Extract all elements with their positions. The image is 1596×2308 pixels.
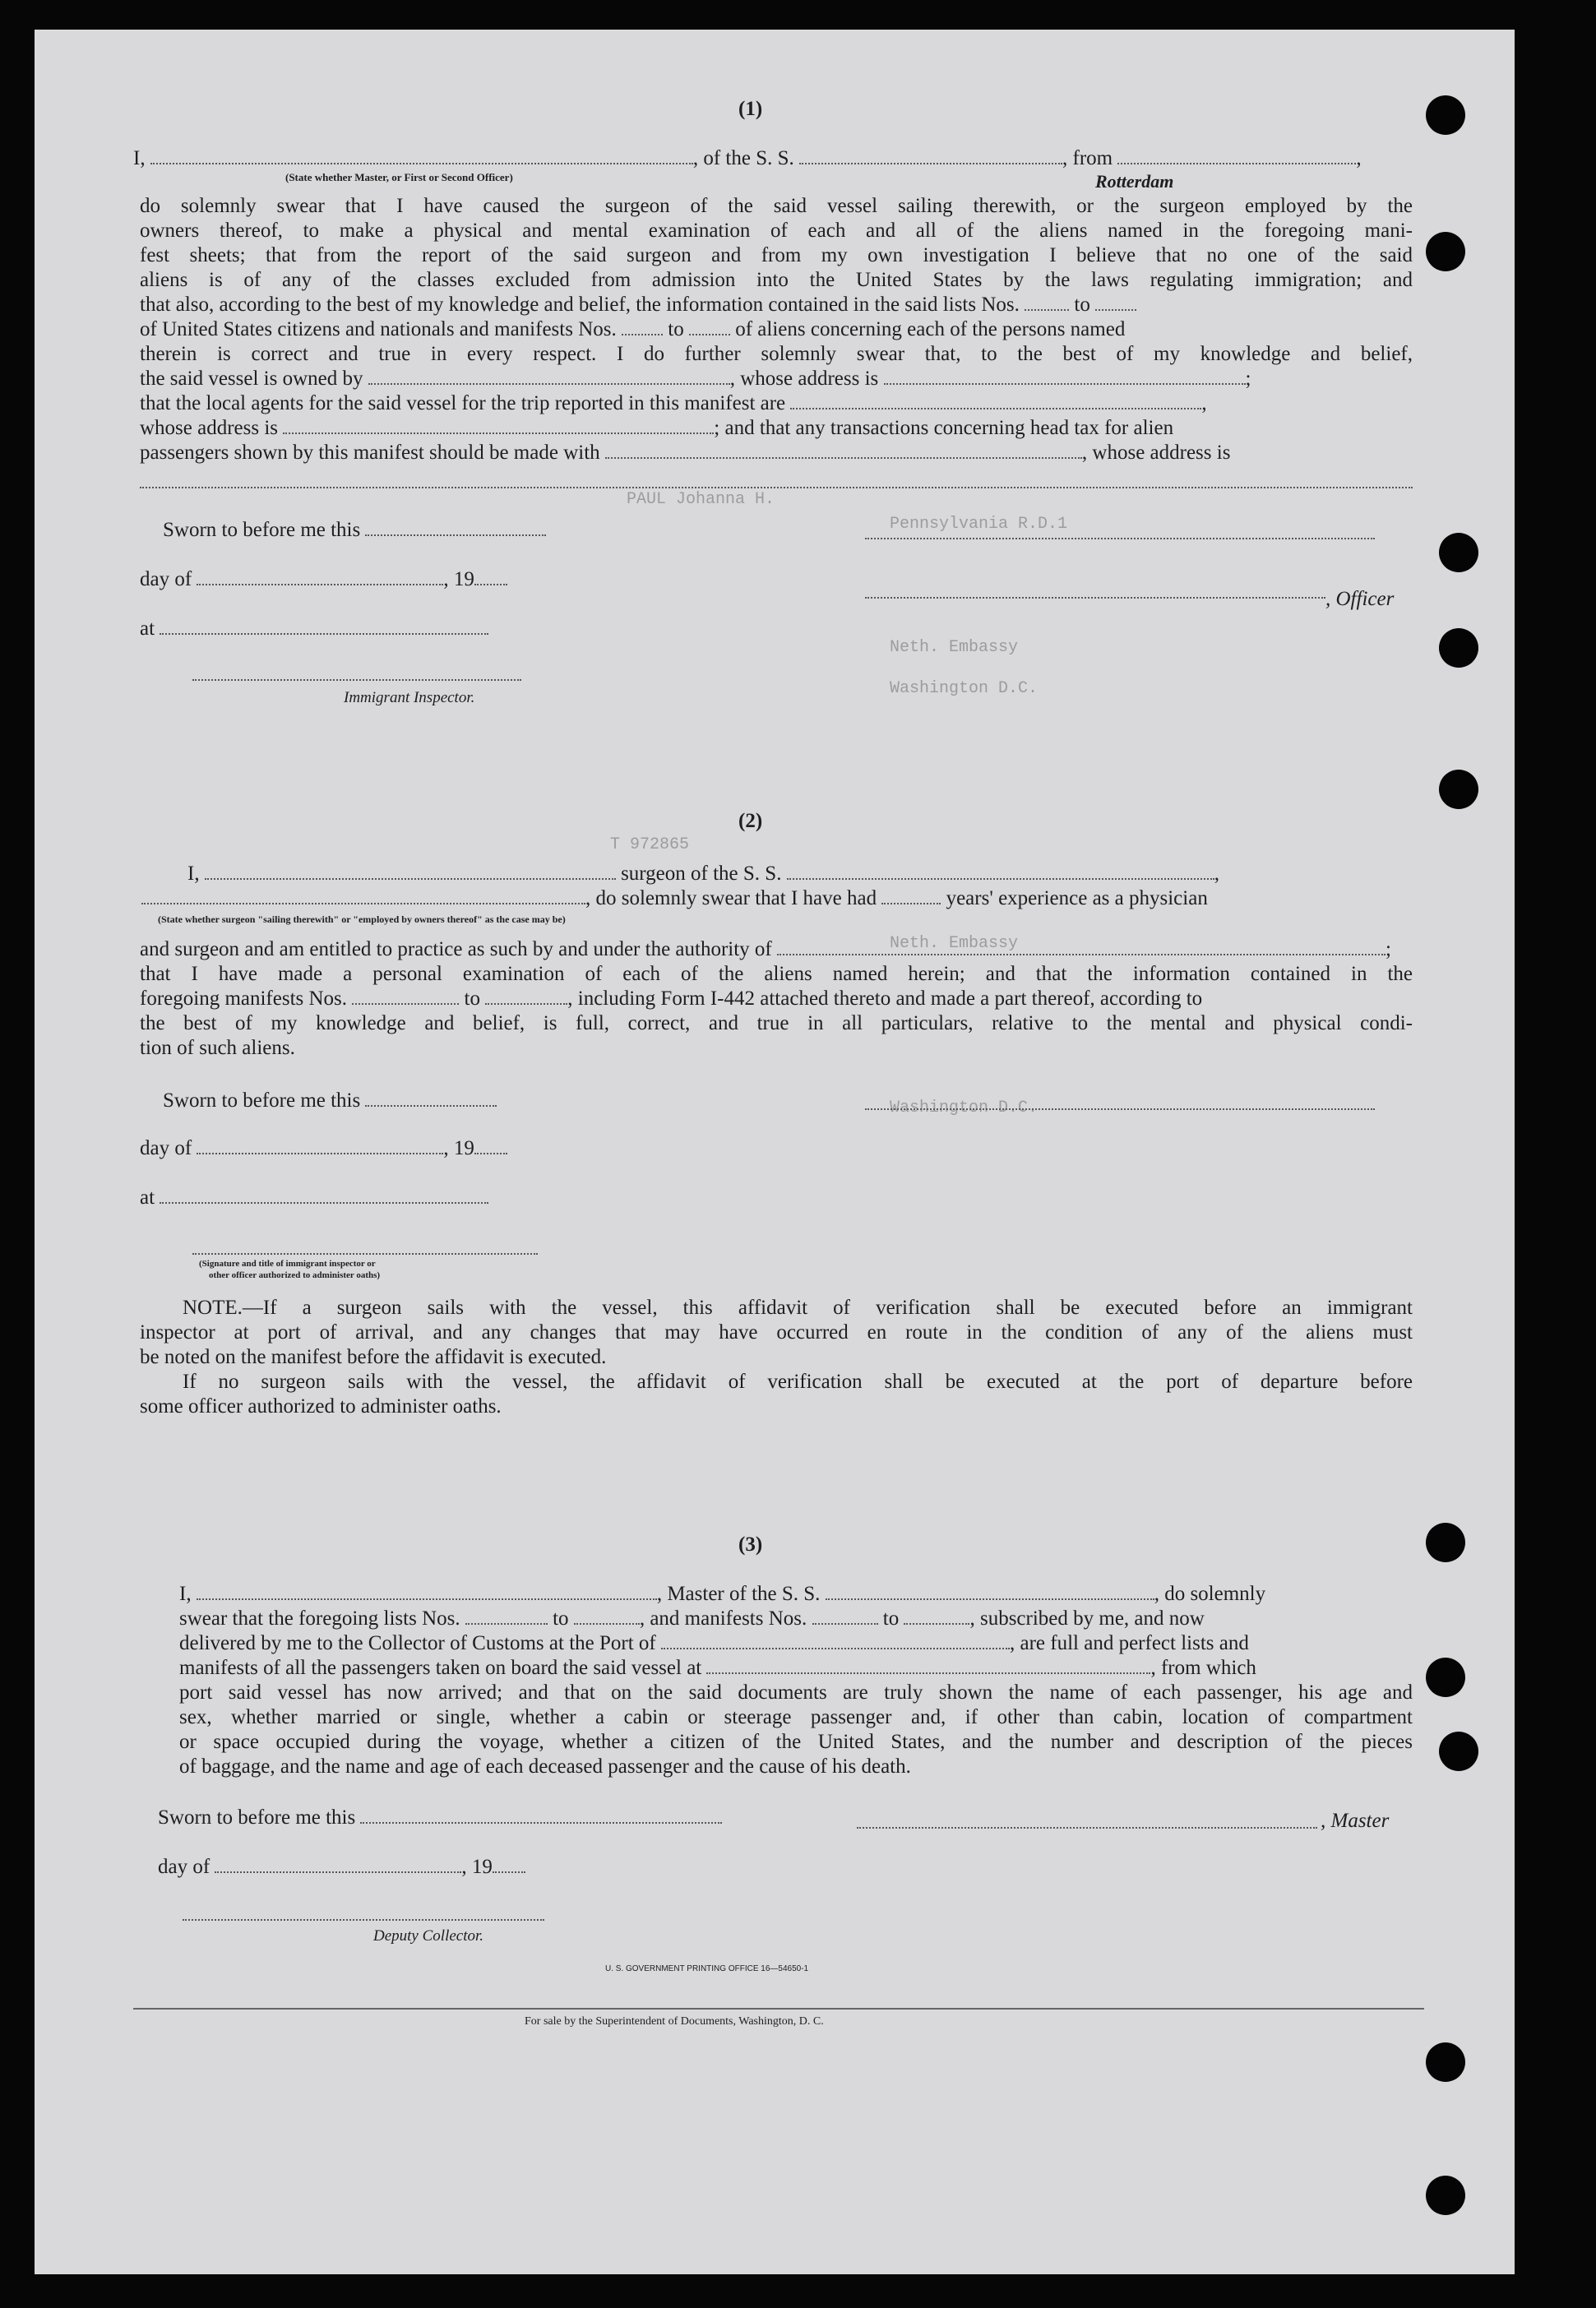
text: passengers shown by this manifest should be made with [140, 442, 600, 464]
text: , including Form I-442 attached thereto and made a part thereof, according to [567, 987, 1203, 1010]
text: of aliens concerning each of the persons named [735, 318, 1126, 340]
punch-hole [1426, 95, 1465, 135]
text: , from which [1150, 1657, 1256, 1679]
surgeon-line [140, 987, 1202, 1011]
note-line: If no surgeon sails with the vessel, the affidavit of verification shall be executed at the port of departure before [183, 1371, 1413, 1393]
master-line: or space occupied during the voyage, whether a citizen of the United States, and the number and description of the pieces [179, 1731, 1413, 1753]
signature-caption: (Signature and title of immigrant inspector or [199, 1259, 376, 1269]
footer-rule [133, 2008, 1424, 2010]
oath-body-line: aliens is of any of the classes excluded from admission into the United States by the laws regulating immigration; and [140, 269, 1413, 291]
section-number: (2) [738, 810, 763, 832]
punch-hole [1426, 1658, 1465, 1697]
punch-hole [1426, 2176, 1465, 2215]
note-line: NOTE.—If a surgeon sails with the vessel, this affidavit of verification shall be executed before an immigrant [183, 1297, 1413, 1319]
text: to [882, 1607, 900, 1630]
text: , and manifests Nos. [639, 1607, 807, 1630]
oath-intro-line: I, , of the S. S. , from , [133, 147, 1362, 169]
officer-label: , Officer [1325, 588, 1395, 610]
oath-body-line [140, 416, 1173, 441]
text: to [1074, 294, 1090, 316]
text: , Master of the S. S. [656, 1583, 821, 1605]
text: foregoing manifests Nos. [140, 987, 348, 1010]
master-line [179, 1582, 1265, 1607]
master-line [179, 1656, 1256, 1681]
day-of-line: day of , 19 [140, 567, 507, 592]
handwritten-port: Rotterdam [1095, 171, 1174, 192]
text: Sworn to before me this [158, 1806, 356, 1829]
field-caption: (State whether surgeon "sailing therewith" or "employed by owners thereof" as the case may be) [158, 913, 566, 925]
text: , do solemnly [1154, 1583, 1266, 1605]
oath-body-line [140, 441, 1230, 465]
text: I, [187, 863, 200, 885]
text: manifests of all the passengers taken on board the said vessel at [179, 1657, 702, 1679]
section-number: (3) [738, 1533, 763, 1556]
text: the said vessel is owned by [140, 368, 363, 390]
day-of-line [140, 1136, 507, 1161]
text-i: I, [133, 147, 146, 169]
master-line [179, 1607, 1205, 1631]
punch-hole [1426, 2042, 1465, 2082]
text: to [464, 987, 480, 1010]
text: swear that the foregoing lists Nos. [179, 1607, 460, 1630]
at-line [140, 1186, 488, 1210]
text: that also, according to the best of my knowledge and belief, the information contained in the said lists Nos. [140, 294, 1020, 316]
signature-line [183, 1919, 544, 1921]
text: years' experience as a physician [946, 887, 1208, 909]
printing-office-imprint: U. S. GOVERNMENT PRINTING OFFICE 16—54650-1 [605, 1964, 809, 1973]
master-label: , Master [1321, 1810, 1390, 1832]
text: ; [1245, 368, 1251, 390]
text: to [553, 1607, 569, 1630]
text: I, [179, 1583, 192, 1605]
blank-line [865, 538, 1375, 539]
blank-line [140, 487, 1413, 488]
text: whose address is [140, 417, 279, 439]
surgeon-line: and surgeon and am entitled to practice as such by and under the authority of ; [140, 938, 1391, 960]
master-line: port said vessel has now arrived; and that on the said documents are truly shown the name of each passenger, his age and [179, 1681, 1413, 1704]
text: , whose address is [729, 368, 879, 390]
text: , 19 [461, 1856, 493, 1878]
at-line [140, 617, 488, 641]
oath-body-line: that the local agents for the said vessel for the trip reported in this manifest are , [140, 392, 1207, 414]
oath-body-line [140, 367, 1251, 391]
oath-body-line: owners thereof, to make a physical and mental examination of each and all of the aliens named in the foregoing mani- [140, 220, 1413, 242]
punch-hole [1426, 232, 1465, 271]
punch-hole [1439, 770, 1478, 809]
text: at [140, 617, 155, 640]
oath-body-line [140, 293, 1136, 317]
text: day of [140, 568, 192, 590]
text: and surgeon and am entitled to practice as such by and under the authority of [140, 938, 772, 960]
surgeon-line: that I have made a personal examination of each of the aliens named herein; and that the information contained in the [140, 963, 1413, 985]
text: Sworn to before me this [163, 1089, 361, 1112]
field-caption: (State whether Master, or First or Second Officer) [285, 171, 513, 183]
master-line: sex, whether married or single, whether a cabin or steerage passenger and, if other than cabin, location of compartment [179, 1706, 1413, 1728]
sworn-line [163, 1089, 497, 1113]
text: Sworn to before me this [163, 519, 361, 541]
immigrant-inspector-label: Immigrant Inspector. [344, 689, 475, 706]
text: ; and that any transactions concerning head tax for alien [714, 417, 1174, 439]
sworn-line [158, 1806, 722, 1830]
punch-hole [1439, 628, 1478, 668]
oath-body-line [140, 317, 1125, 342]
oath-body-line: fest sheets; that from the report of the said surgeon and from my own investigation I believe that no one of the said [140, 244, 1413, 266]
deputy-collector-label: Deputy Collector. [373, 1927, 484, 1945]
note-line: inspector at port of arrival, and any changes that may have occurred en route in the condition of any of the aliens must [140, 1321, 1413, 1344]
signature-line [857, 1827, 1317, 1829]
text: to [668, 318, 684, 340]
day-of-line [158, 1855, 525, 1880]
text-from: , from [1062, 147, 1113, 169]
text: , subscribed by me, and now [969, 1607, 1205, 1630]
text: surgeon of the S. S. [621, 863, 782, 885]
sworn-line [163, 518, 546, 543]
signature-line [865, 1108, 1375, 1110]
signature-line [192, 679, 521, 681]
signature-line [192, 1253, 538, 1255]
text: day of [140, 1137, 192, 1159]
punch-hole [1439, 533, 1478, 572]
text: day of [158, 1856, 210, 1878]
oath-body-line: do solemnly swear that I have caused the surgeon of the said vessel sailing therewith, or the surgeon employed by the [140, 195, 1413, 217]
punch-hole [1426, 1523, 1465, 1562]
text: that the local agents for the said vessel for the trip reported in this manifest are [140, 392, 786, 414]
punch-hole [1439, 1732, 1478, 1771]
text: , whose address is [1081, 442, 1231, 464]
text: at [140, 1186, 155, 1209]
signature-line [865, 597, 1325, 599]
for-sale-note: For sale by the Superintendent of Documents, Washington, D. C. [525, 2015, 824, 2028]
text: delivered by me to the Collector of Customs at the Port of [179, 1632, 656, 1654]
text: , do solemnly swear that I have had [585, 887, 877, 909]
oath-body-line: therein is correct and true in every respect. I do further solemnly swear that, to the best of my knowledge and belief, [140, 343, 1413, 365]
text: of United States citizens and nationals and manifests Nos. [140, 318, 617, 340]
surgeon-line: tion of such aliens. [140, 1037, 295, 1059]
section-number: (1) [738, 98, 763, 120]
master-line: of baggage, and the name and age of each deceased passenger and the cause of his death. [179, 1755, 911, 1778]
text: , 19 [443, 1137, 474, 1159]
note-line: some officer authorized to administer oaths. [140, 1395, 502, 1418]
text: 19 [453, 568, 474, 590]
text-of-ss: , of the S. S. [692, 147, 794, 169]
note-line: be noted on the manifest before the affidavit is executed. [140, 1346, 607, 1368]
affidavit-form-page: PAUL Johanna H. Pennsylvania R.D.1 Neth. Embassy Washington D.C. T 972865 Neth. Embassy Washington D.C. (1) I, , of the S. S. , from , (State whether Master, or First or Second Officer) Rotterdam do solemnly swear that I have caused the surgeon of the said vessel sailing therewith, or the surgeon employed by the owners thereof, to make a physical and mental examination of each and all of the aliens named in the foregoing mani- fest sheets; that from the report of the said surgeon and from my own investigation I believe that no one of the said aliens is of any of the classes excluded from admission into the United States by the laws regulating immigration; and that also, according to the best of my knowledge and belief, the information contained in the said lists Nos. to of United States citizens and nationals and manifests Nos. to of aliens concerning each of the persons named therein is correct and true in every respect. I do further solemnly swear that, to the best of my knowledge and belief, the said vessel is owned by , whose address is ; that the local agents for the said vessel for the trip reported in this manifest are , whose address is ; and that any transactions concerning head tax for alien passengers shown by this manifest should be made with , whose address is Sworn to before me this day of , 19 , Officer at Immigrant Inspector. (2) I, surgeon of the S. S. , , do solemnly swear that I have had years' experience as a physician (State whether surgeon "sailing therewith" or "employed by owners thereof" as the case may be) and surgeon and am entitled to practice as such by and under the authority of ; that I have made a personal examination of each of the aliens named herein; and that the information contained in the foregoing manifests Nos. to , including Form I-442 attached thereto and made a part thereof, according to the best of my knowledge and belief, is full, correct, and true in all particulars, relative to the mental and physical condi- tion of such aliens. Sworn to before me this day of , 19 at (Signature and title of immigrant inspector or other officer authorized to administer oaths) NOTE.—If a surgeon sails with the vessel, this affidavit of verification shall be executed before an immigrant inspector at port of arrival, and any changes that may have occurred en route in the condition of any of the aliens must be noted on the manifest before the affidavit is executed. If no surgeon sails with the vessel, the affidavit of verification shall be executed at the port of departure before some officer authorized to administer oaths. (3) I, , Master of the S. S. , do solemnly swear that the foregoing lists Nos. to , and manifests Nos. to , subscribed by me, and now delivered by me to the Collector of Customs at the Port of , are full and perfect lists and manifests of all the passengers taken on board the said vessel at , from which port said vessel has now arrived; and that on the said documents are truly shown the name of each passenger, his age and sex, whether married or single, whether a cabin or steerage passenger and, if other than cabin, location of compartment or space occupied during the voyage, whether a citizen of the United States, and the number and description of the pieces of baggage, and the name and age of each deceased passenger and the cause of his death. Sworn to before me this , Master day of , 19 Deputy Collector. U. S. GOVERNMENT PRINTING OFFICE 16—54650-1 For sale by the Superintendent of Documents, Washington, D. C. [35, 30, 1515, 2274]
signature-caption: other officer authorized to administer oaths) [209, 1270, 381, 1280]
surgeon-line [141, 886, 1208, 911]
master-line [179, 1631, 1249, 1656]
surgeon-line: the best of my knowledge and belief, is full, correct, and true in all particulars, relative to the mental and physical condi- [140, 1012, 1413, 1034]
text: , are full and perfect lists and [1010, 1632, 1249, 1654]
surgeon-line: I, surgeon of the S. S. , [187, 863, 1219, 885]
